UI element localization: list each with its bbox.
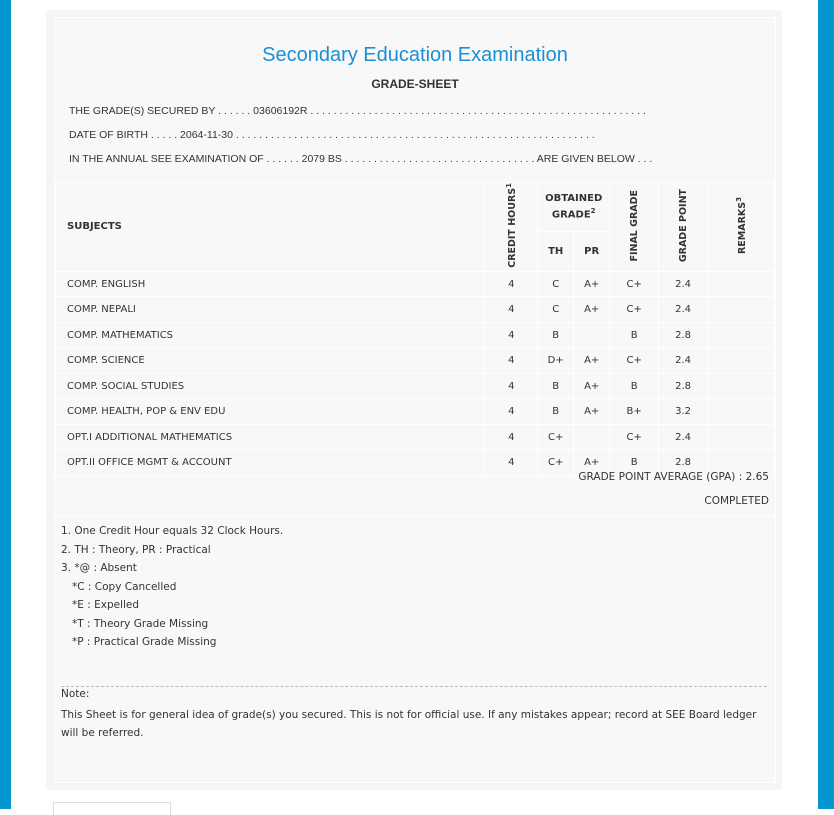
legend-item: 2. TH : Theory, PR : Practical <box>61 543 211 556</box>
legend-item: 3. *@ : Absent <box>61 562 137 574</box>
header-credit-hours: CREDIT HOURS$^1$ <box>485 183 538 272</box>
table-row <box>56 297 775 323</box>
secured-by-line: THE GRADE(S) SECURED BY . . . . . . 03606192R . . . . . . . . . . . . . . . . . . . . . . . . . . . . . . . . . . . . . . . . . . . . . . . . . . . . . . . . . . <box>69 105 646 117</box>
pr-cell: A+ <box>574 271 610 297</box>
th-cell: D+ <box>538 348 574 374</box>
dashed-divider <box>61 686 767 687</box>
subject-cell: COMP. MATHEMATICS <box>56 322 485 348</box>
remarks-cell <box>708 348 775 374</box>
exam-line: IN THE ANNUAL SEE EXAMINATION OF . . . . . . 2079 BS . . . . . . . . . . . . . . . . . . . . . . . . . . . . . . . . . ARE GIVEN BELOW . . . <box>69 153 653 165</box>
pr-cell: A+ <box>574 348 610 374</box>
subject-cell: COMP. NEPALI <box>56 297 485 323</box>
note-label: Note: <box>61 688 90 700</box>
right-accent-bar <box>818 0 834 809</box>
subject-cell: OPT.II OFFICE MGMT & ACCOUNT <box>56 450 485 476</box>
subject-cell: OPT.I ADDITIONAL MATHEMATICS <box>56 424 485 450</box>
credit-cell: 4 <box>485 450 538 476</box>
table-row <box>56 348 775 374</box>
remarks-cell <box>708 271 775 297</box>
pr-cell: A+ <box>574 297 610 323</box>
gp-cell: 2.4 <box>659 348 708 374</box>
credit-cell: 4 <box>485 297 538 323</box>
table-row <box>56 399 775 425</box>
final-cell: C+ <box>610 424 659 450</box>
remarks-cell <box>708 399 775 425</box>
table-row <box>56 424 775 450</box>
final-cell: C+ <box>610 297 659 323</box>
credit-cell: 4 <box>485 424 538 450</box>
gp-cell: 3.2 <box>659 399 708 425</box>
remarks-cell <box>708 297 775 323</box>
dob-line: DATE OF BIRTH . . . . . 2064-11-30 . . . . . . . . . . . . . . . . . . . . . . . . . . . . . . . . . . . . . . . . . . . . . . . . . . . . . . . . . . . . . . <box>69 129 595 141</box>
legend-item: *T : Theory Grade Missing <box>72 617 209 630</box>
gp-cell: 2.4 <box>659 424 708 450</box>
th-cell: C <box>538 271 574 297</box>
gp-cell: 2.4 <box>659 297 708 323</box>
credit-cell: 4 <box>485 399 538 425</box>
credit-cell: 4 <box>485 373 538 399</box>
final-cell: B+ <box>610 399 659 425</box>
footnote-legend <box>61 522 283 652</box>
pr-cell: A+ <box>574 373 610 399</box>
legend-item: *P : Practical Grade Missing <box>72 636 217 648</box>
gp-cell: 2.8 <box>659 450 708 476</box>
gp-cell: 2.4 <box>659 271 708 297</box>
grades-table <box>55 182 775 476</box>
page-subtitle: GRADE-SHEET <box>371 77 459 91</box>
final-cell: B <box>610 373 659 399</box>
legend-item: 1. One Credit Hour equals 32 Clock Hours. <box>61 525 284 537</box>
final-cell: C+ <box>610 348 659 374</box>
header-final-grade: FINAL GRADE <box>610 183 659 272</box>
pr-cell: A+ <box>574 399 610 425</box>
subject-cell: COMP. HEALTH, POP & ENV EDU <box>56 399 485 425</box>
header-subjects: SUBJECTS <box>56 183 485 272</box>
page-title: Secondary Education Examination <box>262 44 568 66</box>
th-cell: C+ <box>538 424 574 450</box>
subject-cell: COMP. SOCIAL STUDIES <box>56 373 485 399</box>
th-cell: C+ <box>538 450 574 476</box>
pr-cell <box>574 322 610 348</box>
note-text: This Sheet is for general idea of grade(s) you secured. This is not for official use. If any mistakes appear; record at SEE Board ledger will be referred. <box>61 709 757 739</box>
table-row <box>56 271 775 297</box>
legend-item: *C : Copy Cancelled <box>72 580 177 593</box>
th-cell: B <box>538 399 574 425</box>
pr-cell <box>574 424 610 450</box>
final-cell: B <box>610 450 659 476</box>
gp-cell: 2.8 <box>659 373 708 399</box>
legend-item: *E : Expelled <box>72 599 140 611</box>
divider <box>55 515 775 516</box>
final-cell: C+ <box>610 271 659 297</box>
credit-cell: 4 <box>485 322 538 348</box>
remarks-cell <box>708 373 775 399</box>
header-grade-point: GRADE POINT <box>659 183 708 272</box>
remarks-cell <box>708 424 775 450</box>
header-pr: PR <box>574 231 610 271</box>
remarks-cell <box>708 322 775 348</box>
result-status: COMPLETED <box>704 495 769 507</box>
subject-cell: COMP. ENGLISH <box>56 271 485 297</box>
pr-cell: A+ <box>574 450 610 476</box>
subject-cell: COMP. SCIENCE <box>56 348 485 374</box>
gp-cell: 2.8 <box>659 322 708 348</box>
final-cell: B <box>610 322 659 348</box>
header-obtained-grade: OBTAINED GRADE$^2$ <box>538 183 610 232</box>
th-cell: C <box>538 297 574 323</box>
credit-cell: 4 <box>485 271 538 297</box>
gradesheet-panel <box>54 17 776 783</box>
credit-cell: 4 <box>485 348 538 374</box>
header-th: TH <box>538 231 574 271</box>
header-remarks: REMARKS$^3$ <box>708 183 775 272</box>
table-row <box>56 373 775 399</box>
left-accent-bar <box>0 0 11 809</box>
gpa-value: GRADE POINT AVERAGE (GPA) : 2.65 <box>578 471 769 483</box>
th-cell: B <box>538 373 574 399</box>
table-row <box>56 322 775 348</box>
th-cell: B <box>538 322 574 348</box>
